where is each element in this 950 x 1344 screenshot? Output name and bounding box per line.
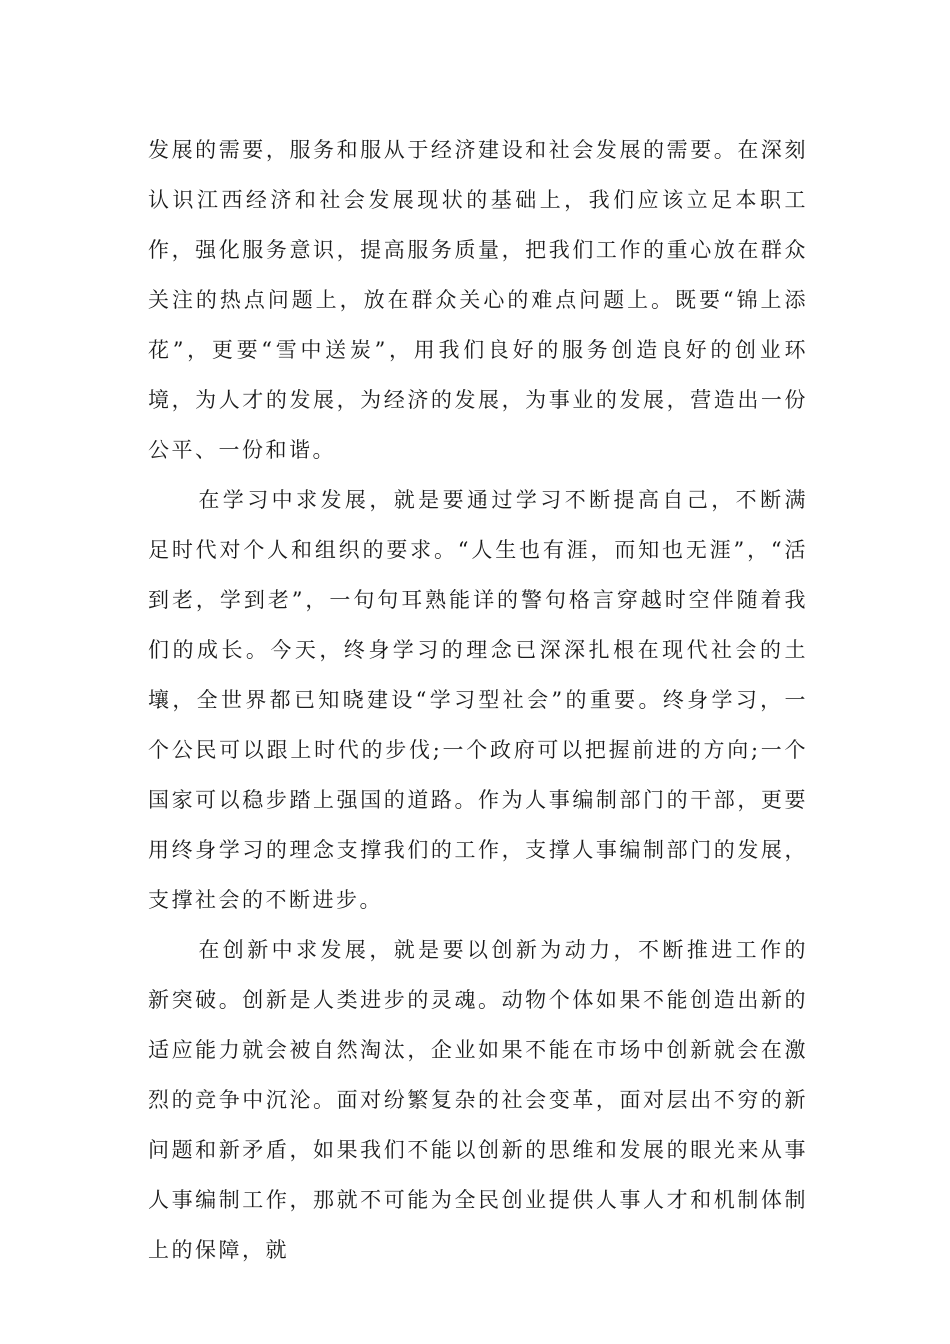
paragraph-learning: 在学习中求发展，就是要通过学习不断提高自己，不断满足时代对个人和组织的要求。“人生也有涯，而知也无涯”，“活到老，学到老”，一句句耳熟能详的警句格言穿越时空伴随着我们的成长。今天，终身学习的理念已深深扎根在现代社会的土壤，全世界都已知晓建设“学习型社会”的重要。终身学习，一个公民可以跟上时代的步伐;一个政府可以把握前进的方向;一个国家可以稳步踏上强国的道路。作为人事编制部门的干部，更要用终身学习的理念支撑我们的工作，支撑人事编制部门的发展，支撑社会的不断进步。 [148,488,808,912]
document-body [148,125,808,1275]
paragraph-innovation: 在创新中求发展，就是要以创新为动力，不断推进工作的新突破。创新是人类进步的灵魂。动物个体如果不能创造出新的适应能力就会被自然淘汰，企业如果不能在市场中创新就会在激烈的竞争中沉沦。面对纷繁复杂的社会变革，面对层出不穷的新问题和新矛盾，如果我们不能以创新的思维和发展的眼光来从事人事编制工作，那就不可能为全民创业提供人事人才和机制体制上的保障，就 [148,938,808,1262]
paragraph-continuation: 发展的需要，服务和服从于经济建设和社会发展的需要。在深刻认识江西经济和社会发展现状的基础上，我们应该立足本职工作，强化服务意识，提高服务质量，把我们工作的重心放在群众关注的热点问题上，放在群众关心的难点问题上。既要“锦上添花”，更要“雪中送炭”，用我们良好的服务创造良好的创业环境，为人才的发展，为经济的发展，为事业的发展，营造出一份公平、一份和谐。 [148,138,808,462]
